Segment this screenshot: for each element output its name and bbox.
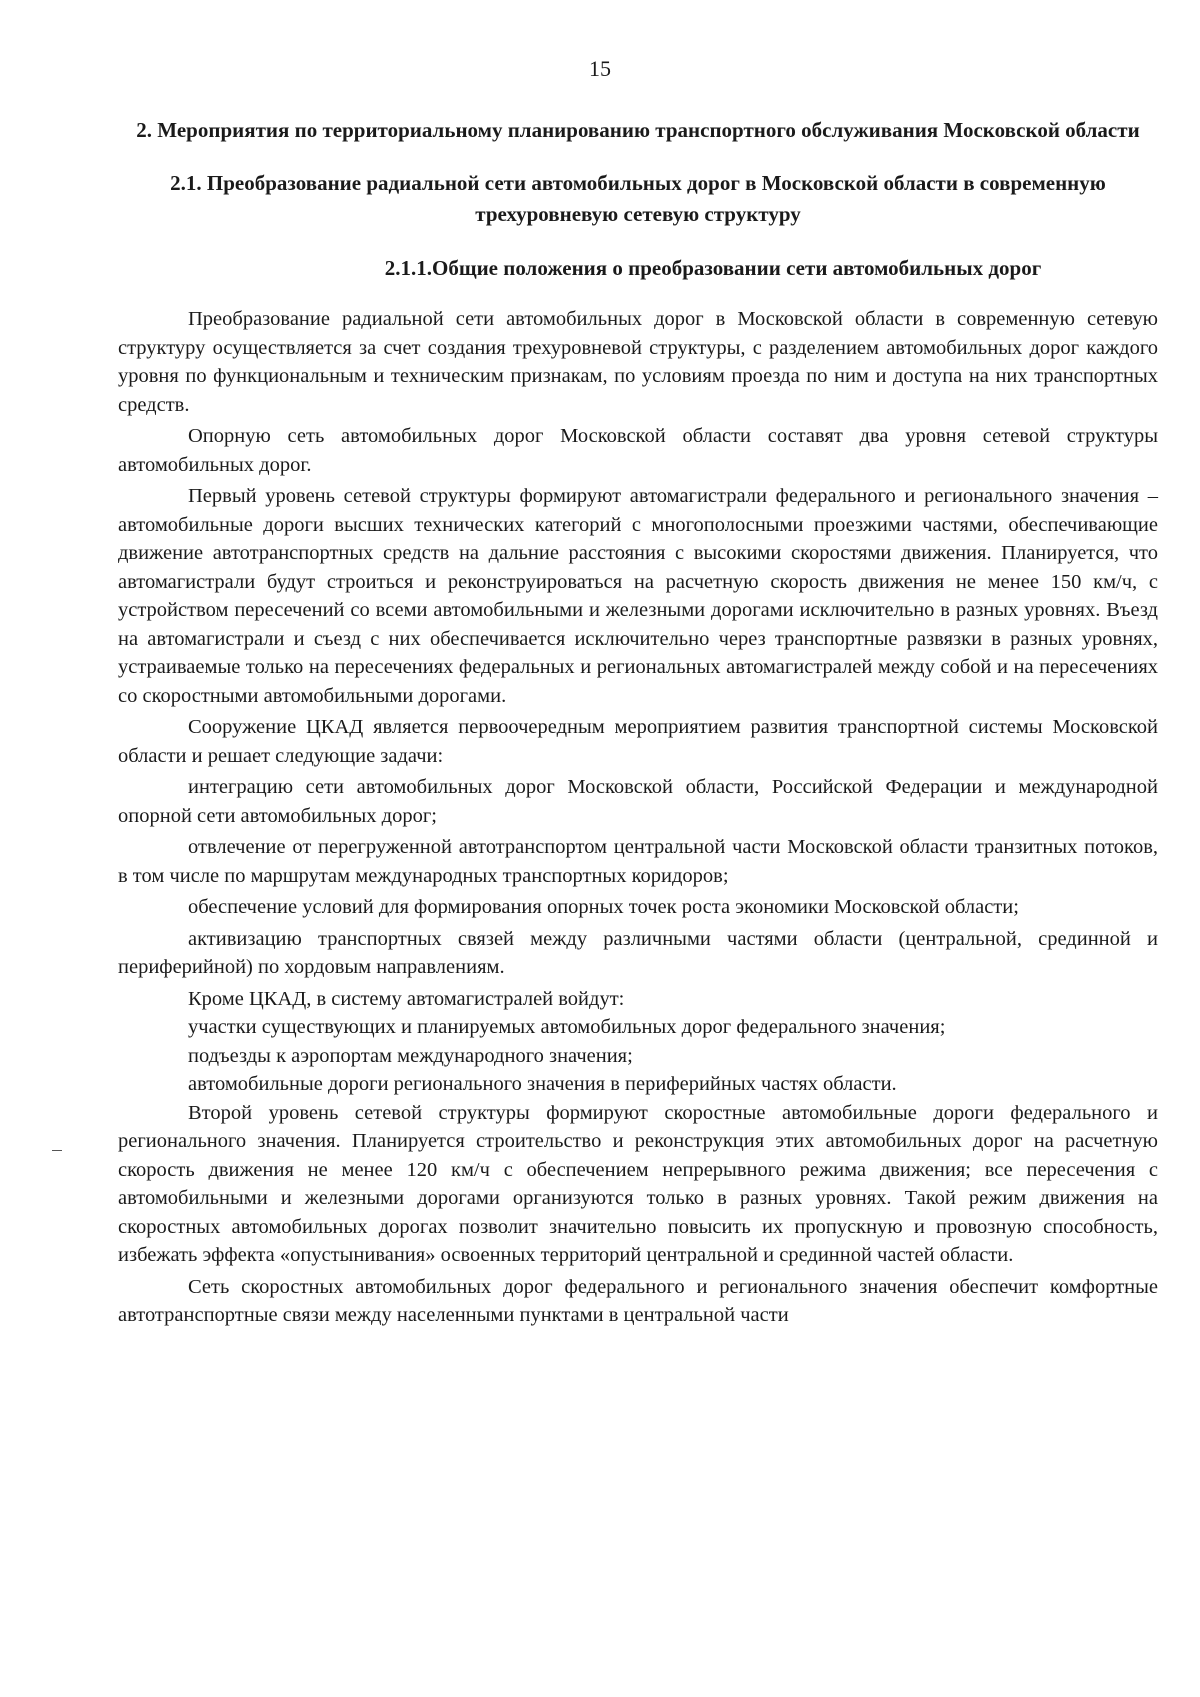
- list-item: обеспечение условий для формирования опорных точек роста экономики Московской области;: [188, 896, 1019, 918]
- margin-mark: [52, 1150, 62, 1151]
- section-heading: 2. Мероприятия по территориальному планированию транспортного обслуживания Московской области: [136, 118, 1140, 142]
- list-item: отвлечение от перегруженной автотранспортом центральной части Московской области транзитных потоков, в том числе по маршрутам международных транспортных коридоров;: [118, 836, 1158, 887]
- paragraph: Опорную сеть автомобильных дорог Московской области составят два уровня сетевой структуры автомобильных дорог.: [118, 425, 1158, 476]
- paragraph: Второй уровень сетевой структуры формируют скоростные автомобильные дороги федерального и регионального значения. Планируется строительство и реконструкция этих автомобильных дорог на расчетную скорость движения не менее 120 км/ч с обеспечением непрерывного режима движения; все пересечения с автомобильными и железными дорогами организуются только в разных уровнях. Такой режим движения на скоростных автомобильных дорогах позволит значительно повысить их пропускную и провозную способность, избежать эффекта «опустынивания» освоенных территорий центральной и срединной частей области.: [118, 1101, 1158, 1266]
- list-item: интеграцию сети автомобильных дорог Московской области, Российской Федерации и международной опорной сети автомобильных дорог;: [118, 776, 1158, 827]
- paragraph: Сооружение ЦКАД является первоочередным мероприятием развития транспортной системы Московской области и решает следующие задачи:: [118, 716, 1158, 767]
- list-item: автомобильные дороги регионального значения в периферийных частях области.: [188, 1073, 897, 1095]
- paragraph: Преобразование радиальной сети автомобильных дорог в Московской области в современную сетевую структуру осуществляется за счет создания трехуровневой структуры, с разделением автомобильных дорог каждого уровня по функциональным и техническим признакам, по условиям проезда по ним и доступа на них транспортных средств.: [118, 308, 1158, 416]
- paragraph: Сеть скоростных автомобильных дорог федерального и регионального значения обеспечит комфортные автотранспортные связи между населенными пунктами в центральной части: [118, 1275, 1158, 1326]
- subsection-heading: 2.1. Преобразование радиальной сети автомобильных дорог в Московской области в современную трехуровневую сетевую структуру: [170, 171, 1106, 226]
- paragraph: Первый уровень сетевой структуры формируют автомагистрали федерального и регионального значения – автомобильные дороги высших технических категорий с многополосными проезжими частями, обеспечивающие движение автотранспортных средств на дальние расстояния с высокими скоростями движения. Планируется, что автомагистрали будут строиться и реконструироваться на расчетную скорость движения не менее 150 км/ч, с устройством пересечений со всеми автомобильными и железными дорогами исключительно в разных уровнях. Въезд на автомагистрали и съезд с них обеспечивается исключительно через транспортные развязки в разных уровнях, устраиваемые только на пересечениях федеральных и региональных автомагистралей между собой и на пересечениях со скоростными автомобильными дорогами.: [118, 485, 1158, 707]
- list-item: активизацию транспортных связей между различными частями области (центральной, срединной и периферийной) по хордовым направлениям.: [118, 927, 1158, 978]
- sub-subsection-heading: [118, 253, 1158, 284]
- list-item: подъезды к аэропортам международного значения;: [188, 1044, 633, 1067]
- page-number: 15: [589, 56, 611, 81]
- paragraph: Кроме ЦКАД, в систему автомагистралей войдут:: [188, 987, 625, 1010]
- page-content: [118, 115, 1158, 1330]
- list-item: участки существующих и планируемых автомобильных дорог федерального значения;: [188, 1016, 946, 1038]
- sub-subsection-heading-text: 2.1.1.Общие положения о преобразовании сети автомобильных дорог: [384, 256, 1042, 280]
